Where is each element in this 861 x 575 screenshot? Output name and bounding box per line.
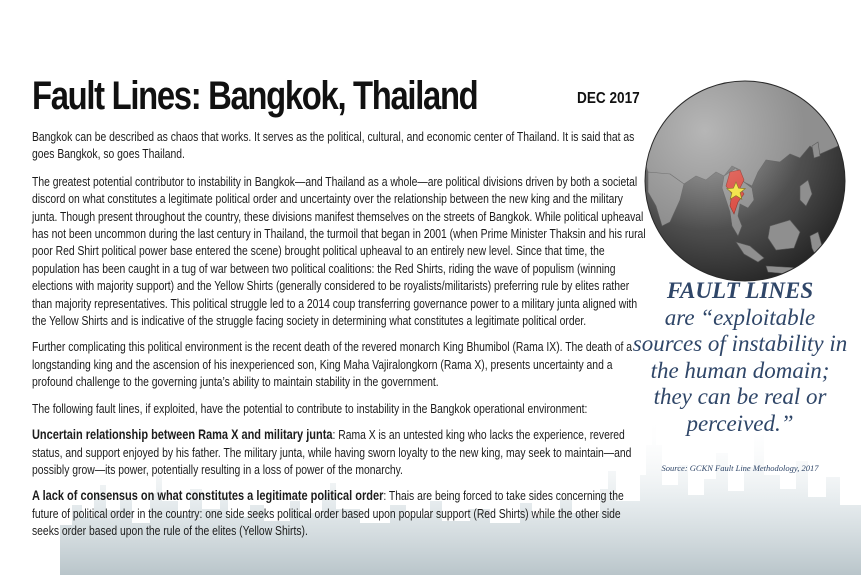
body-paragraph-2: The greatest potential contributor to instability in Bangkok—and Thailand as a whole—are political divisions driven by both a societal discord on what constitutes a legitimate political order and uncertainty over the relationship between the new king and the military junta. Though present throughout the country, these divisions manifest themselves on the streets of Bangkok. While political upheaval has not been uncommon during the last century in Thailand, the turmoil that began in 2001 (when Prime Minister Thaksin and his rural poor Red Shirt political power base entered the scene) brought political upheaval to an entirely new level. Since that time, the population has been caught in a tug of war between two political coalitions: the Red Shirts, riding the wave of populism (winning elections with majority support) and the Yellow Shirts (generally considered to be royalists/militarists) preferring rule by elites rather than majority representatives. This political struggle led to a 2014 coup transferring governance power to a military junta aligned with the Yellow Shirts and is indicative of the struggle facing society in determining what constitutes a legitimate political order. (32, 173, 646, 329)
pull-quote-heading: FAULT LINES (666, 278, 814, 303)
page-title: Fault Lines: Bangkok, Thailand (32, 74, 478, 118)
article-body (32, 128, 646, 549)
publication-date: DEC 2017 (577, 90, 640, 107)
fault-line-2-text: : Thais are being forced to take sides concerning the future of political order in the country: one side seeks political order based upon popular support (Red Shirts) while the other side seeks order based upon the rule of the elites (Yellow Shirts). (32, 488, 624, 539)
intro-paragraph: Bangkok can be described as chaos that works. It serves as the political, cultural, and economic center of Thailand. It is said that as goes Bangkok, so goes Thailand. (32, 129, 635, 162)
quote-source: Source: GCKN Fault Line Methodology, 2017 (661, 463, 819, 473)
globe-icon (640, 76, 850, 286)
fault-line-1 (32, 426, 646, 478)
body-paragraph-3: Further complicating this political environment is the recent death of the revered monarch King Bhumibol (Rama IX). The death of a longstanding king and the ascension of his inexperienced son, King Maha Vajiralongkorn (Rama X), presents uncertainty and a profound challenge to the governing junta’s ability to maintain stability in the government. (32, 339, 632, 390)
pull-quote (630, 278, 850, 437)
body-paragraph-4: The following fault lines, if exploited, have the potential to contribute to instability in the Bangkok operational environment: (32, 400, 588, 416)
fault-line-1-heading: Uncertain relationship between Rama X and military junta (32, 426, 333, 443)
fault-line-2 (32, 487, 646, 539)
fault-line-1-text: : Rama X is an untested king who lacks the experience, revered status, and support enjoyed by his father. The military junta, while having sworn loyalty to the new king, may seek to maintain—and possibly grow—its power, potentially resulting in a loss of power of the monarchy. (32, 427, 632, 477)
fault-line-2-heading: A lack of consensus on what constitutes a legitimate political order (32, 487, 384, 504)
pull-quote-body: are “exploitable sources of instability in the human domain; they can be real or perceived.” (632, 304, 848, 436)
